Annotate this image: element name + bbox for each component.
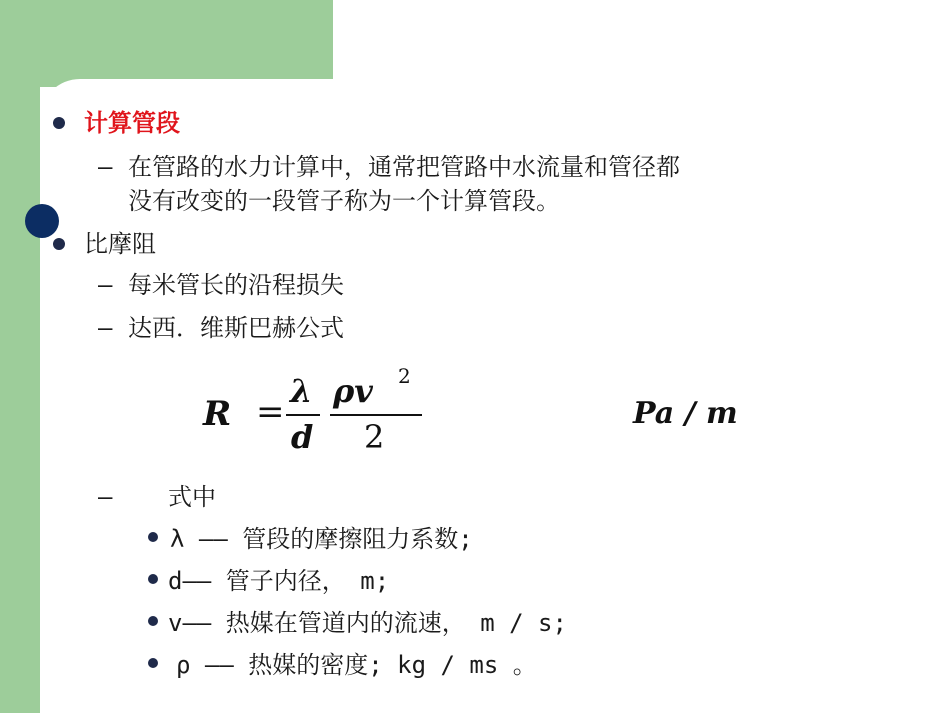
formula-r: R bbox=[203, 394, 232, 434]
definition-line-1: 在管路的水力计算中，通常把管路中水流量和管径都 bbox=[128, 153, 680, 181]
bullet-dot-icon bbox=[53, 238, 65, 250]
sub-item-per-meter-loss: 每米管长的沿程损失 bbox=[128, 271, 344, 299]
bullet-dot-icon bbox=[148, 574, 158, 584]
formula-lambda: λ bbox=[290, 372, 313, 410]
green-top-band bbox=[0, 0, 333, 87]
formula-unit: Pa / m bbox=[633, 396, 738, 431]
var-d: d—— 管子内径， m; bbox=[168, 567, 390, 595]
dash-marker: – bbox=[98, 271, 113, 299]
green-left-band bbox=[0, 0, 40, 713]
bullet-dot-icon bbox=[53, 117, 65, 129]
var-rho: ρ —— 热媒的密度; kg / ms 。 bbox=[176, 651, 537, 679]
heading-compute-section: 计算管段 bbox=[84, 109, 180, 137]
bullet-dot-icon bbox=[148, 616, 158, 626]
definition-line-2: 没有改变的一段管子称为一个计算管段。 bbox=[128, 187, 560, 215]
var-lambda: λ —— 管段的摩擦阻力系数; bbox=[170, 525, 473, 553]
bullet-dot-icon bbox=[148, 532, 158, 542]
dash-marker: – bbox=[98, 483, 113, 511]
dash-marker: – bbox=[98, 153, 113, 181]
fraction-bar bbox=[330, 414, 422, 416]
where-label: 式中 bbox=[168, 483, 216, 511]
heading-specific-friction: 比摩阻 bbox=[84, 230, 156, 258]
sub-item-darcy-formula: 达西．维斯巴赫公式 bbox=[128, 314, 344, 342]
bullet-dot-icon bbox=[148, 658, 158, 668]
formula-d: d bbox=[291, 418, 314, 456]
var-v: v—— 热媒在管道内的流速， m / s; bbox=[168, 609, 567, 637]
formula-exponent: 2 bbox=[398, 364, 411, 388]
formula-denominator: 2 bbox=[364, 418, 385, 456]
formula-rho-v: ρv bbox=[333, 372, 373, 410]
navy-circle-decoration bbox=[25, 204, 59, 238]
formula-equals: = bbox=[256, 392, 285, 432]
fraction-bar bbox=[286, 414, 320, 416]
dash-marker: – bbox=[98, 314, 113, 342]
